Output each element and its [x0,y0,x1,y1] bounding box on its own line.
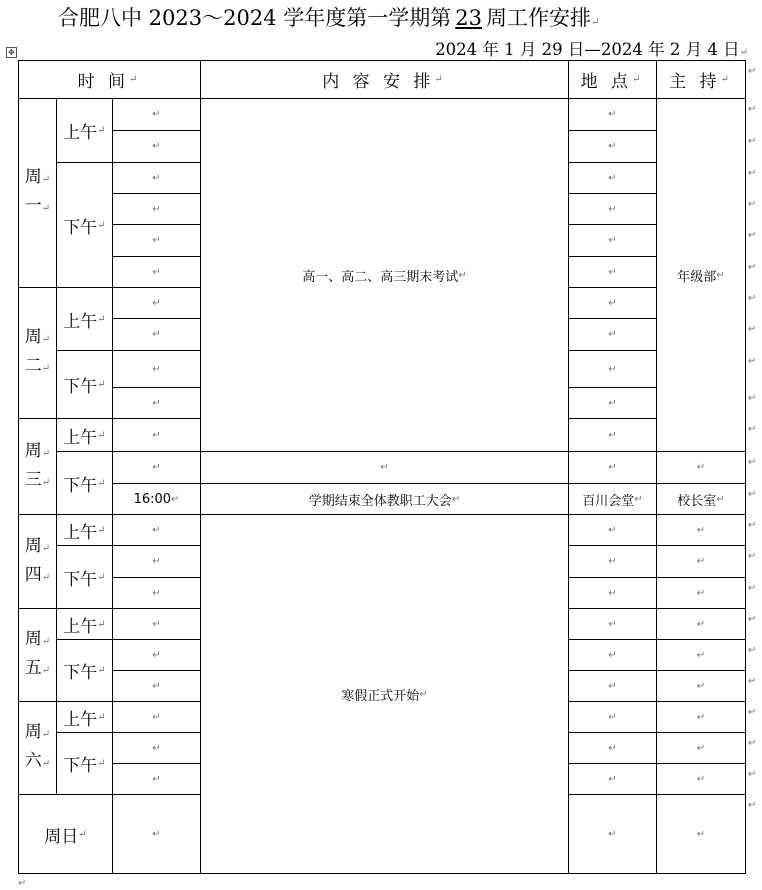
empty-cell-mark: ↵ [152,141,161,152]
host-cell [656,732,746,764]
empty-cell-mark: ↵ [696,587,706,599]
location-cell [568,545,657,578]
session-label: 下午 ↵ [56,732,113,795]
time-cell [112,287,201,319]
host-cell [656,514,746,546]
time-cell [112,763,201,795]
location-cell [568,256,657,288]
location-cell [568,162,657,194]
time-cell [112,350,201,388]
day-monday: 周↵ 一↵ [18,98,57,288]
empty-cell-mark: ↵ [380,462,389,473]
header-time: 时 间 ↵ [18,60,201,99]
header-location: 地 点 ↵ [568,60,657,99]
time-cell [112,545,201,578]
time-cell [112,130,201,163]
row-end-mark: ↵ [748,293,757,304]
day-sunday: 周日 ↵ [18,794,113,874]
empty-cell-mark: ↵ [608,109,617,120]
day-thursday: 周↵ 四↵ [18,514,57,609]
location-cell [568,608,657,640]
row-end-mark: ↵ [748,520,757,531]
empty-cell-mark: ↵ [608,524,617,536]
empty-cell-mark: ↵ [152,618,161,630]
meeting-content: 学期结束全体教职工大会 ↵ [200,483,569,515]
header-content: 内 容 安 排 ↵ [200,60,569,99]
empty-cell-mark: ↵ [608,828,617,840]
row-end-mark: ↵ [748,769,757,780]
header-host: 主 持 ↵ [656,60,746,99]
location-cell [568,98,657,131]
row-end-mark: ↵ [748,199,757,210]
meeting-time: 16:00 ↵ [112,483,201,515]
row-end-mark: ↵ [748,489,757,500]
empty-cell-mark: ↵ [152,649,161,661]
empty-cell-mark: ↵ [608,587,617,599]
page-title: 合肥八中 2023～2024 学年度第一学期第 23 周工作安排↵ [58,6,600,30]
empty-cell-mark: ↵ [152,235,161,246]
location-cell [568,701,657,733]
empty-cell-mark: ↵ [608,742,617,754]
session-label: 下午 ↵ [56,350,113,419]
row-end-mark: ↵ [748,136,757,147]
row-end-mark: ↵ [748,104,757,115]
empty-cell-mark: ↵ [152,711,161,723]
location-cell [568,451,657,484]
row-end-mark: ↵ [748,262,757,273]
empty-cell-mark: ↵ [608,462,617,473]
empty-cell-mark: ↵ [152,397,161,409]
host-cell [656,670,746,702]
empty-cell-mark: ↵ [152,524,161,536]
row-end-mark: ↵ [748,457,757,468]
empty-cell-mark: ↵ [696,618,706,630]
session-label: 上午 ↵ [56,287,113,351]
location-cell [568,193,657,225]
time-cell [112,387,201,419]
location-cell [568,763,657,795]
empty-cell-mark: ↵ [152,203,161,215]
time-cell [112,162,201,194]
session-label: 上午 ↵ [56,608,113,640]
host-cell [656,794,746,874]
session-label: 下午 ↵ [56,451,113,515]
empty-cell-mark: ↵ [608,297,617,309]
location-cell [568,350,657,388]
session-label: 上午 ↵ [56,701,113,733]
host-cell [656,545,746,578]
day-saturday: 周↵ 六↵ [18,701,57,795]
row-end-mark: ↵ [748,551,757,562]
date-range: 2024 年 1 月 29 日—2024 年 2 月 4 日↵ [435,40,748,59]
time-cell [112,418,201,452]
location-cell [568,387,657,419]
time-cell [112,256,201,288]
row-end-mark: ↵ [748,676,757,687]
exam-host: 年级部 ↵ [656,98,746,452]
row-end-mark: ↵ [748,393,757,404]
empty-cell-mark: ↵ [608,649,617,661]
row-end-mark: ↵ [748,324,757,335]
empty-cell-mark: ↵ [608,141,617,152]
host-cell [656,451,746,484]
empty-cell-mark: ↵ [696,680,706,692]
empty-cell-mark: ↵ [608,711,617,723]
empty-cell-mark: ↵ [696,742,706,754]
empty-cell-mark: ↵ [608,556,617,567]
row-end-mark: ↵ [748,356,757,367]
session-label: 上午 ↵ [56,418,113,452]
empty-cell-mark: ↵ [696,773,706,785]
location-cell [568,732,657,764]
location-cell [568,639,657,671]
empty-cell-mark: ↵ [152,172,161,184]
empty-cell-mark: ↵ [696,556,706,567]
time-cell [112,608,201,640]
empty-cell-mark: ↵ [152,587,161,599]
session-label: 下午 ↵ [56,639,113,702]
time-cell [112,701,201,733]
empty-cell-mark: ↵ [696,828,706,840]
meeting-host: 校长室 ↵ [656,483,746,515]
empty-cell-mark: ↵ [152,329,161,340]
row-end-mark: ↵ [748,66,757,77]
table-move-handle-icon[interactable]: ✥ [6,47,17,58]
empty-cell-mark: ↵ [152,773,161,785]
empty-cell-mark: ↵ [152,363,161,375]
time-cell [112,794,201,874]
empty-cell-mark: ↵ [696,649,706,661]
session-label: 下午 ↵ [56,545,113,609]
empty-cell-mark: ↵ [152,462,161,473]
empty-cell-mark: ↵ [608,235,617,246]
break-content: 寒假正式开始 ↵ [200,514,569,874]
location-cell [568,418,657,452]
empty-cell-mark: ↵ [608,618,617,630]
row-end-mark: ↵ [748,424,757,435]
empty-cell-mark: ↵ [608,397,617,409]
empty-cell-mark: ↵ [608,680,617,692]
empty-cell-mark: ↵ [152,828,161,840]
row-end-mark: ↵ [748,707,757,718]
row-end-mark: ↵ [748,583,757,594]
row-end-mark: ↵ [748,738,757,749]
time-cell [112,193,201,225]
empty-cell-mark: ↵ [608,329,617,340]
location-cell [568,318,657,351]
time-cell [112,670,201,702]
host-cell [656,701,746,733]
host-cell [656,608,746,640]
time-cell [112,514,201,546]
row-end-mark: ↵ [748,614,757,625]
paragraph-mark: ↵ [18,878,27,889]
empty-cell-mark: ↵ [696,462,706,473]
empty-cell-mark: ↵ [152,109,161,120]
row-end-mark: ↵ [748,645,757,656]
time-cell [112,224,201,257]
day-friday: 周↵ 五↵ [18,608,57,702]
day-tuesday: 周↵ 二↵ [18,287,57,419]
host-cell [656,763,746,795]
empty-cell-mark: ↵ [608,203,617,215]
session-label: 下午 ↵ [56,162,113,288]
empty-cell-mark: ↵ [608,429,617,441]
empty-cell-mark: ↵ [152,556,161,567]
row-end-mark: ↵ [748,230,757,241]
meeting-location: 百川会堂 ↵ [568,483,657,515]
week-number: 23 [455,6,482,30]
empty-cell-mark: ↵ [608,363,617,375]
location-cell [568,577,657,609]
content-cell [200,451,569,484]
session-label: 上午 ↵ [56,514,113,546]
row-end-mark: ↵ [748,800,757,811]
time-cell [112,639,201,671]
location-cell [568,514,657,546]
location-cell [568,670,657,702]
time-cell [112,732,201,764]
location-cell [568,224,657,257]
session-label: 上午 ↵ [56,98,113,163]
empty-cell-mark: ↵ [152,680,161,692]
host-cell [656,577,746,609]
empty-cell-mark: ↵ [696,711,706,723]
time-cell [112,318,201,351]
empty-cell-mark: ↵ [696,524,706,536]
location-cell [568,130,657,163]
row-end-mark: ↵ [748,168,757,179]
empty-cell-mark: ↵ [608,172,617,184]
day-wednesday: 周↵ 三↵ [18,418,57,515]
empty-cell-mark: ↵ [152,429,161,441]
empty-cell-mark: ↵ [152,266,161,278]
empty-cell-mark: ↵ [608,266,617,278]
host-cell [656,639,746,671]
time-cell [112,577,201,609]
time-cell [112,98,201,131]
time-cell [112,451,201,484]
empty-cell-mark: ↵ [608,773,617,785]
exam-content: 高一、高二、高三期末考试 ↵ [200,98,569,452]
location-cell [568,794,657,874]
location-cell [568,287,657,319]
empty-cell-mark: ↵ [152,742,161,754]
empty-cell-mark: ↵ [152,297,161,309]
